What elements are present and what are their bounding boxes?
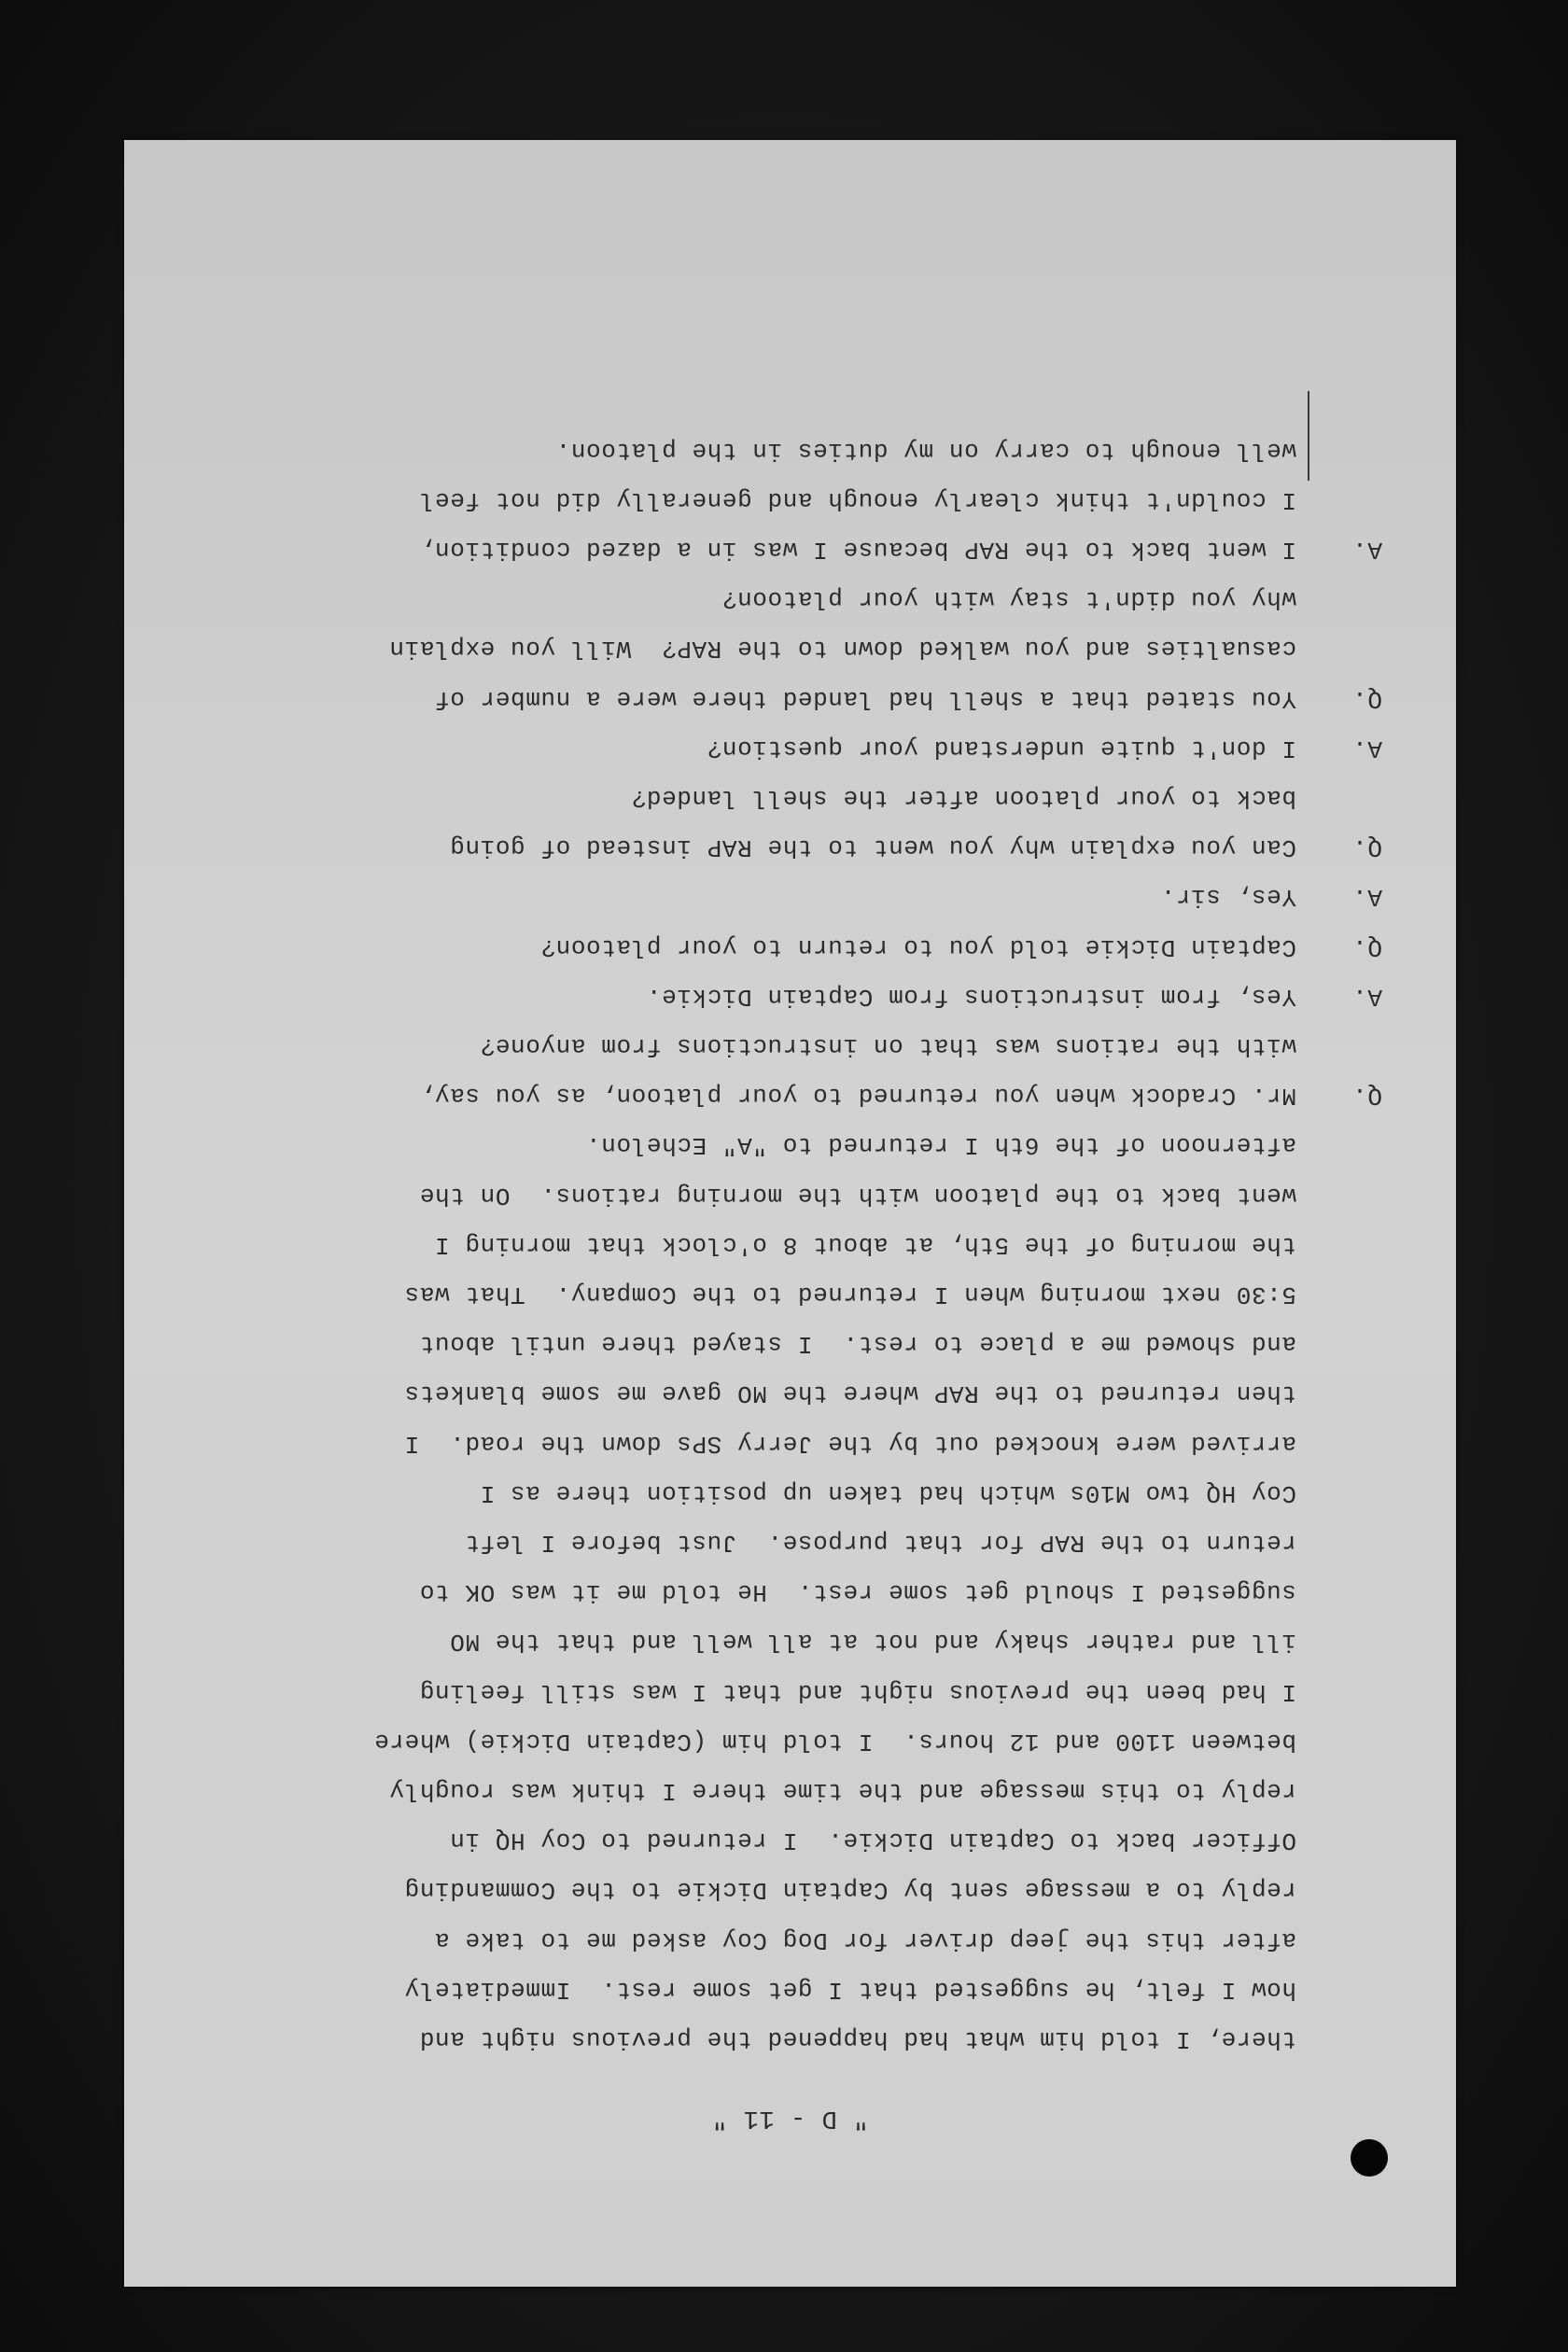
text-line xyxy=(124,973,1456,1011)
text-line xyxy=(124,1072,1456,1110)
text-line xyxy=(124,1421,1456,1458)
qa-label: A. xyxy=(1351,883,1382,912)
text-line xyxy=(124,427,1456,465)
line-text: back to your platoon after the shell landed? xyxy=(631,784,1296,812)
text-line xyxy=(124,1817,1456,1855)
line-text: reply to this message and the time there I think was roughly xyxy=(388,1777,1296,1805)
line-text: Mr. Cradock when you returned to your platoon, as you say, xyxy=(419,1082,1296,1111)
text-line xyxy=(124,1618,1456,1656)
line-text: I don't quite understand your question? xyxy=(707,734,1296,763)
text-line xyxy=(124,1967,1456,2004)
line-text: casualties and you walked down to the RAP? Will you explain xyxy=(388,635,1296,664)
line-text: and showed me a place to rest. I stayed there until about xyxy=(419,1330,1296,1359)
text-line xyxy=(124,477,1456,514)
qa-label: A. xyxy=(1351,982,1382,1011)
text-line xyxy=(124,1867,1456,1904)
qa-label: A. xyxy=(1351,734,1382,763)
line-text: I couldn't think clearly enough and generally did not feel xyxy=(419,485,1296,514)
line-text: afternoon of the 6th I returned to "A" Echelon. xyxy=(585,1131,1296,1160)
text-line xyxy=(124,824,1456,861)
line-text: with the rations was that on instructions from anyone? xyxy=(480,1032,1296,1060)
qa-label: Q. xyxy=(1351,833,1382,862)
qa-label: Q. xyxy=(1351,932,1382,961)
line-text: went back to the platoon with the morning rations. On the xyxy=(419,1181,1296,1210)
text-line xyxy=(124,1569,1456,1606)
text-line xyxy=(124,1023,1456,1060)
line-text: reply to a message sent by Captain Dickie to the Commanding xyxy=(404,1876,1296,1905)
line-text: Captain Dickie told you to return to your platoon? xyxy=(539,932,1296,961)
text-line xyxy=(124,725,1456,763)
line-text: arrived were knocked out by the Jerry SPs down the road. I xyxy=(404,1429,1296,1458)
line-text: return to the RAP for that purpose. Just before I left xyxy=(464,1529,1296,1557)
line-text: Can you explain why you went to the RAP instead of going xyxy=(449,833,1296,862)
line-text: suggested I should get some rest. He told me it was OK to xyxy=(419,1578,1296,1607)
page-content-rotated xyxy=(124,140,1456,2287)
line-text: Officer back to Captain Dickie. I returned to Coy HQ in xyxy=(449,1827,1296,1855)
text-line xyxy=(124,2016,1456,2053)
line-text: ill and rather shaky and not at all well and that the MO xyxy=(449,1628,1296,1657)
text-line xyxy=(124,576,1456,613)
text-line xyxy=(124,1470,1456,1507)
line-text: between 1100 and 12 hours. I told him (Captain Dickie) where xyxy=(373,1727,1296,1756)
page-number-header: " D - 11 " xyxy=(711,2104,869,2132)
text-line xyxy=(124,526,1456,564)
qa-label: Q. xyxy=(1351,1082,1382,1111)
line-text: how I felt, he suggested that I get some rest. Immediately xyxy=(404,1975,1296,2004)
line-text: You stated that a shell had landed there were a number of xyxy=(434,684,1296,713)
text-line xyxy=(124,1768,1456,1805)
qa-label: A. xyxy=(1351,536,1382,564)
text-line xyxy=(124,1669,1456,1706)
text-line xyxy=(124,775,1456,812)
text-line xyxy=(124,1917,1456,1954)
line-text: Yes, from instructions from Captain Dickie. xyxy=(646,982,1296,1011)
line-text: I had been the previous night and that I was still feeling xyxy=(419,1677,1296,1706)
text-line xyxy=(124,625,1456,663)
text-line xyxy=(124,676,1456,713)
text-line xyxy=(124,1321,1456,1358)
line-text: then returned to the RAP where the MO gave me some blankets xyxy=(404,1379,1296,1408)
line-text: well enough to carry on my duties in the platoon. xyxy=(555,436,1296,465)
text-line xyxy=(124,874,1456,911)
line-text: Yes, sir. xyxy=(1160,883,1296,912)
text-line xyxy=(124,1222,1456,1259)
punch-hole xyxy=(1351,2139,1388,2177)
text-line xyxy=(124,1122,1456,1159)
text-line xyxy=(124,1519,1456,1557)
line-text: the morning of the 5th, at about 8 o'clock that morning I xyxy=(434,1230,1296,1259)
text-line xyxy=(124,1172,1456,1210)
line-text: Coy HQ two M10s which had taken up position there as I xyxy=(480,1478,1296,1507)
text-line xyxy=(124,924,1456,961)
text-line xyxy=(124,1271,1456,1309)
line-text: there, I told him what had happened the previous night and xyxy=(419,2025,1296,2053)
text-line xyxy=(124,1718,1456,1756)
qa-label: Q. xyxy=(1351,684,1382,713)
line-text: 5:30 next morning when I returned to the Company. That was xyxy=(404,1281,1296,1309)
text-line xyxy=(124,1370,1456,1407)
line-text: I went back to the RAP because I was in a dazed condition, xyxy=(419,536,1296,564)
margin-pencil-mark xyxy=(1308,391,1309,481)
document-page xyxy=(124,140,1456,2287)
line-text: after this the jeep driver for Dog Coy asked me to take a xyxy=(434,1925,1296,1954)
line-text: why you didn't stay with your platoon? xyxy=(721,585,1296,614)
